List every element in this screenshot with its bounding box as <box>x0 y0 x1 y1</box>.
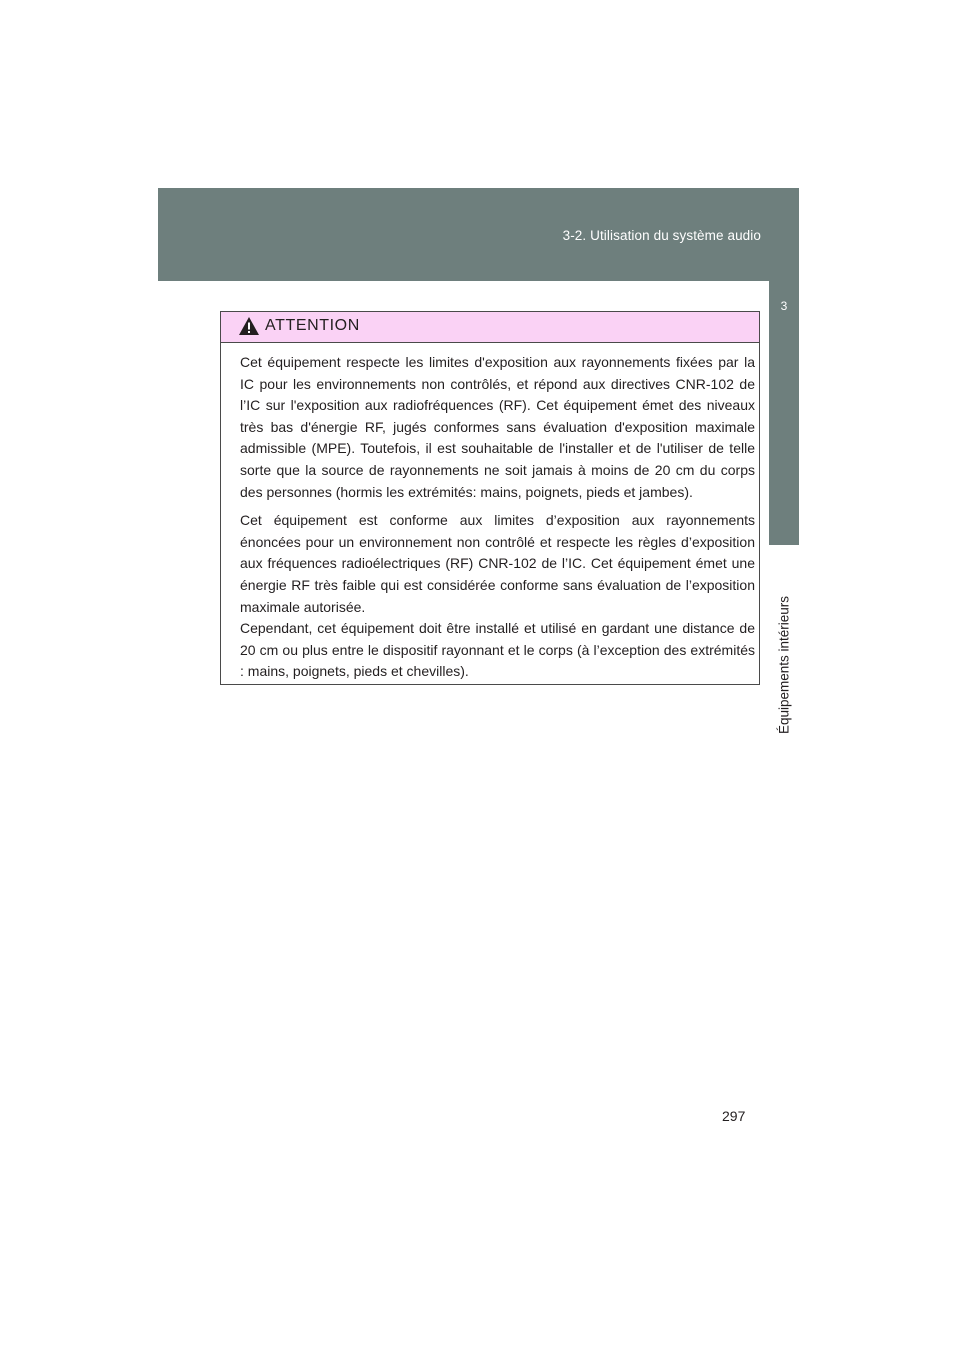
section-header-band <box>158 188 799 281</box>
warning-title: ATTENTION <box>265 317 360 334</box>
warning-triangle-icon <box>238 316 260 336</box>
chapter-label-container <box>770 545 798 785</box>
warning-paragraph-1: Cet équipement respecte les limites d'exposition aux rayonnements fixées par la IC pour les environnements non contrôlés, et répond aux directives CNR-102 de l’IC sur l'exposition aux radiofréquences (RF). Cet équipement émet des niveaux très bas d'énergie RF, jugés conformes sans évaluation d'exposition maximale admissible (MPE). Toutefois, il est souhaitable de l'installer et de l'utiliser de telle sorte que la source de rayonnements ne soit jamais à moins de 20 cm du corps des personnes (hormis les extrémités: mains, poignets, pieds et jambes). <box>240 354 755 500</box>
page-number: 297 <box>722 1108 746 1124</box>
chapter-tab <box>769 281 799 545</box>
warning-box <box>220 311 760 685</box>
chapter-number: 3 <box>780 299 788 313</box>
warning-body <box>240 352 755 683</box>
warning-header <box>221 312 759 343</box>
section-title: 3-2. Utilisation du système audio <box>562 228 761 243</box>
warning-paragraph-2: Cet équipement est conforme aux limites d’exposition aux rayonnements énoncées pour un environnement non contrôlé et respecte les règles d’exposition aux fréquences radioélectriques (RF) CNR-102 de l’IC. Cet équipement émet une énergie RF très faible qui est considérée conforme sans évaluation de l’exposition maximale autorisée. <box>240 512 755 615</box>
warning-paragraph-3: Cependant, cet équipement doit être installé et utilisé en gardant une distance de 20 cm ou plus entre le dispositif rayonnant et le corps (à l’exception des extrémités : mains, poignets, pieds et chevilles). <box>240 620 755 680</box>
chapter-label: Équipements intérieurs <box>776 595 792 735</box>
